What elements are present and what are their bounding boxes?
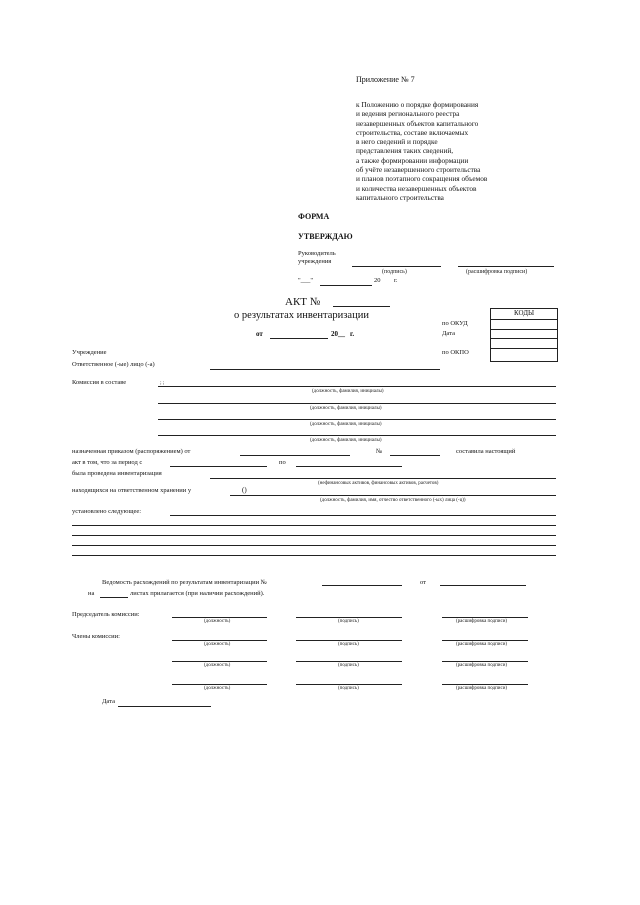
statement-line2: листах прилагается (при наличии расхождений). [130, 590, 265, 597]
storage-label: находящихся на ответственном хранении у [72, 487, 192, 494]
chairman-signature-line [296, 617, 402, 618]
statement-from: от [420, 579, 427, 586]
appendix-line: и количества незавершенных объектов [356, 183, 477, 193]
act-subtitle: о результатах инвентаризации [234, 310, 369, 321]
appendix-line: незавершенных объектов капитального [356, 118, 479, 128]
inventory-line [210, 478, 556, 479]
commission-label: Комиссия в составе [72, 379, 127, 386]
statement-number-line [322, 585, 402, 586]
member2-decode-caption: (расшифровка подписи) [456, 663, 508, 668]
appendix-line: строительства, составе включаемых [356, 127, 469, 137]
responsible-line [210, 369, 440, 370]
member2-decode-line [442, 661, 528, 662]
established-line-1 [170, 515, 556, 516]
head-signature-caption: (подпись) [382, 269, 407, 275]
responsible-label: Ответственное (-ые) лицо (-а) [72, 361, 155, 368]
statement-date-line [440, 585, 526, 586]
commission-caption-4: (должность, фамилия, инициалы) [310, 438, 382, 443]
date-line [118, 706, 211, 707]
member3-position-caption: (должность) [204, 686, 231, 691]
commission-caption-1: (должность, фамилия, инициалы) [312, 389, 384, 394]
chairman-label: Председатель комиссии: [72, 611, 140, 618]
established-line-4 [72, 545, 556, 546]
appendix-line: об учёте незавершенного строительства [356, 165, 481, 175]
member3-signature-line [296, 684, 402, 685]
appendix-line: а также формировании информации [356, 155, 469, 165]
chairman-decode-line [442, 617, 528, 618]
codes-header: КОДЫ [514, 309, 535, 317]
commission-line-2 [158, 403, 556, 404]
chairman-signature-caption: (подпись) [338, 619, 359, 624]
member1-signature-caption: (подпись) [338, 642, 359, 647]
members-label: Члены комиссии: [72, 633, 120, 640]
inventory-done-label: была проведена инвентаризация [72, 470, 162, 477]
institution-label: Учреждение [72, 349, 107, 356]
member3-decode-line [442, 684, 528, 685]
member2-signature-line [296, 661, 402, 662]
act-title: АКТ № [285, 296, 321, 308]
appendix-line: представления таких сведений, [356, 146, 454, 156]
appointed-label: назначенная приказом (распоряжением) от [72, 448, 191, 455]
established-line-5 [72, 555, 556, 556]
number-sign: № [376, 448, 383, 455]
commission-line-1 [158, 386, 556, 387]
act-date-prefix: от [256, 330, 263, 338]
date-label: Дата [102, 698, 115, 705]
approve-title: УТВЕРЖДАЮ [298, 232, 353, 241]
appendix-line: к Положению о порядке формирования [356, 100, 479, 109]
period-to-line [296, 466, 402, 467]
chairman-position-caption: (должность) [204, 619, 231, 624]
appendix-line: и ведения регионального реестра [356, 109, 460, 119]
approve-date-month-line [320, 285, 372, 286]
member3-signature-caption: (подпись) [338, 686, 359, 691]
established-line-2 [72, 525, 556, 526]
storage-mark: () [242, 486, 247, 494]
period-from-line [170, 466, 267, 467]
commission-caption-2: (должность, фамилия, инициалы) [310, 406, 382, 411]
chairman-decode-caption: (расшифровка подписи) [456, 619, 508, 624]
commission-line-4 [158, 435, 556, 436]
approve-year-suffix: г. [394, 277, 398, 284]
member2-position-caption: (должность) [204, 663, 231, 668]
statement-line1: Ведомость расхождений по результатам инвентаризации № [102, 579, 267, 586]
appendix-line: капитального строительства [356, 192, 444, 202]
member1-position-line [172, 640, 267, 641]
member1-signature-line [296, 640, 402, 641]
appointed-date-line [240, 455, 350, 456]
nonfinancial-caption: (нефинансовых активов, финансовых активов, расчетов) [318, 481, 439, 486]
member2-signature-caption: (подпись) [338, 663, 359, 668]
statement-sheets-line [100, 597, 128, 598]
form-label: ФОРМА [298, 212, 330, 221]
okud-label: по ОКУД [442, 320, 468, 327]
appendix-line: и планов поэтапного сокращения объемов [356, 174, 488, 184]
member3-position-line [172, 684, 267, 685]
commission-mark: ; ; [160, 380, 165, 386]
member2-position-line [172, 661, 267, 662]
head-decode-caption: (расшифровка подписи) [466, 269, 528, 275]
approve-year: 20 [374, 277, 381, 284]
appendix-text [356, 100, 487, 202]
member1-position-caption: (должность) [204, 642, 231, 647]
act-date-line [270, 338, 328, 339]
member1-decode-line [442, 640, 528, 641]
established-line-3 [72, 535, 556, 536]
act-year-suffix: г. [350, 330, 355, 338]
head-decode-line [458, 266, 554, 267]
period-to-label: по [279, 459, 286, 466]
act-period-label: акт в том, что за период с [72, 459, 143, 466]
storage-line [230, 495, 556, 496]
commission-caption-3: (должность, фамилия, инициалы) [310, 422, 382, 427]
head-signature-line [352, 266, 441, 267]
date-code-label: Дата [442, 330, 455, 337]
act-year: 20__ [331, 330, 345, 338]
commission-line-3 [158, 419, 556, 420]
appendix-title: Приложение № 7 [356, 75, 415, 84]
chairman-position-line [172, 617, 267, 618]
storage-caption: (должность, фамилия, имя, отчество ответственного (-ых) лица (-ц)) [320, 498, 466, 503]
statement-on: на [88, 590, 95, 597]
approve-head-line2: учреждения [298, 258, 332, 265]
approve-date-day: "___" [298, 277, 314, 284]
member1-decode-caption: (расшифровка подписи) [456, 642, 508, 647]
okpo-label: по ОКПО [442, 349, 469, 356]
member3-decode-caption: (расшифровка подписи) [456, 686, 508, 691]
act-number-line [333, 306, 390, 307]
approve-head-line1: Руководитель [298, 250, 336, 257]
appointed-number-line [390, 455, 440, 456]
established-label: установлено следующее: [72, 508, 142, 515]
drew-up-label: составила настоящий [456, 448, 516, 455]
appendix-line: в него сведений и порядке [356, 137, 438, 147]
